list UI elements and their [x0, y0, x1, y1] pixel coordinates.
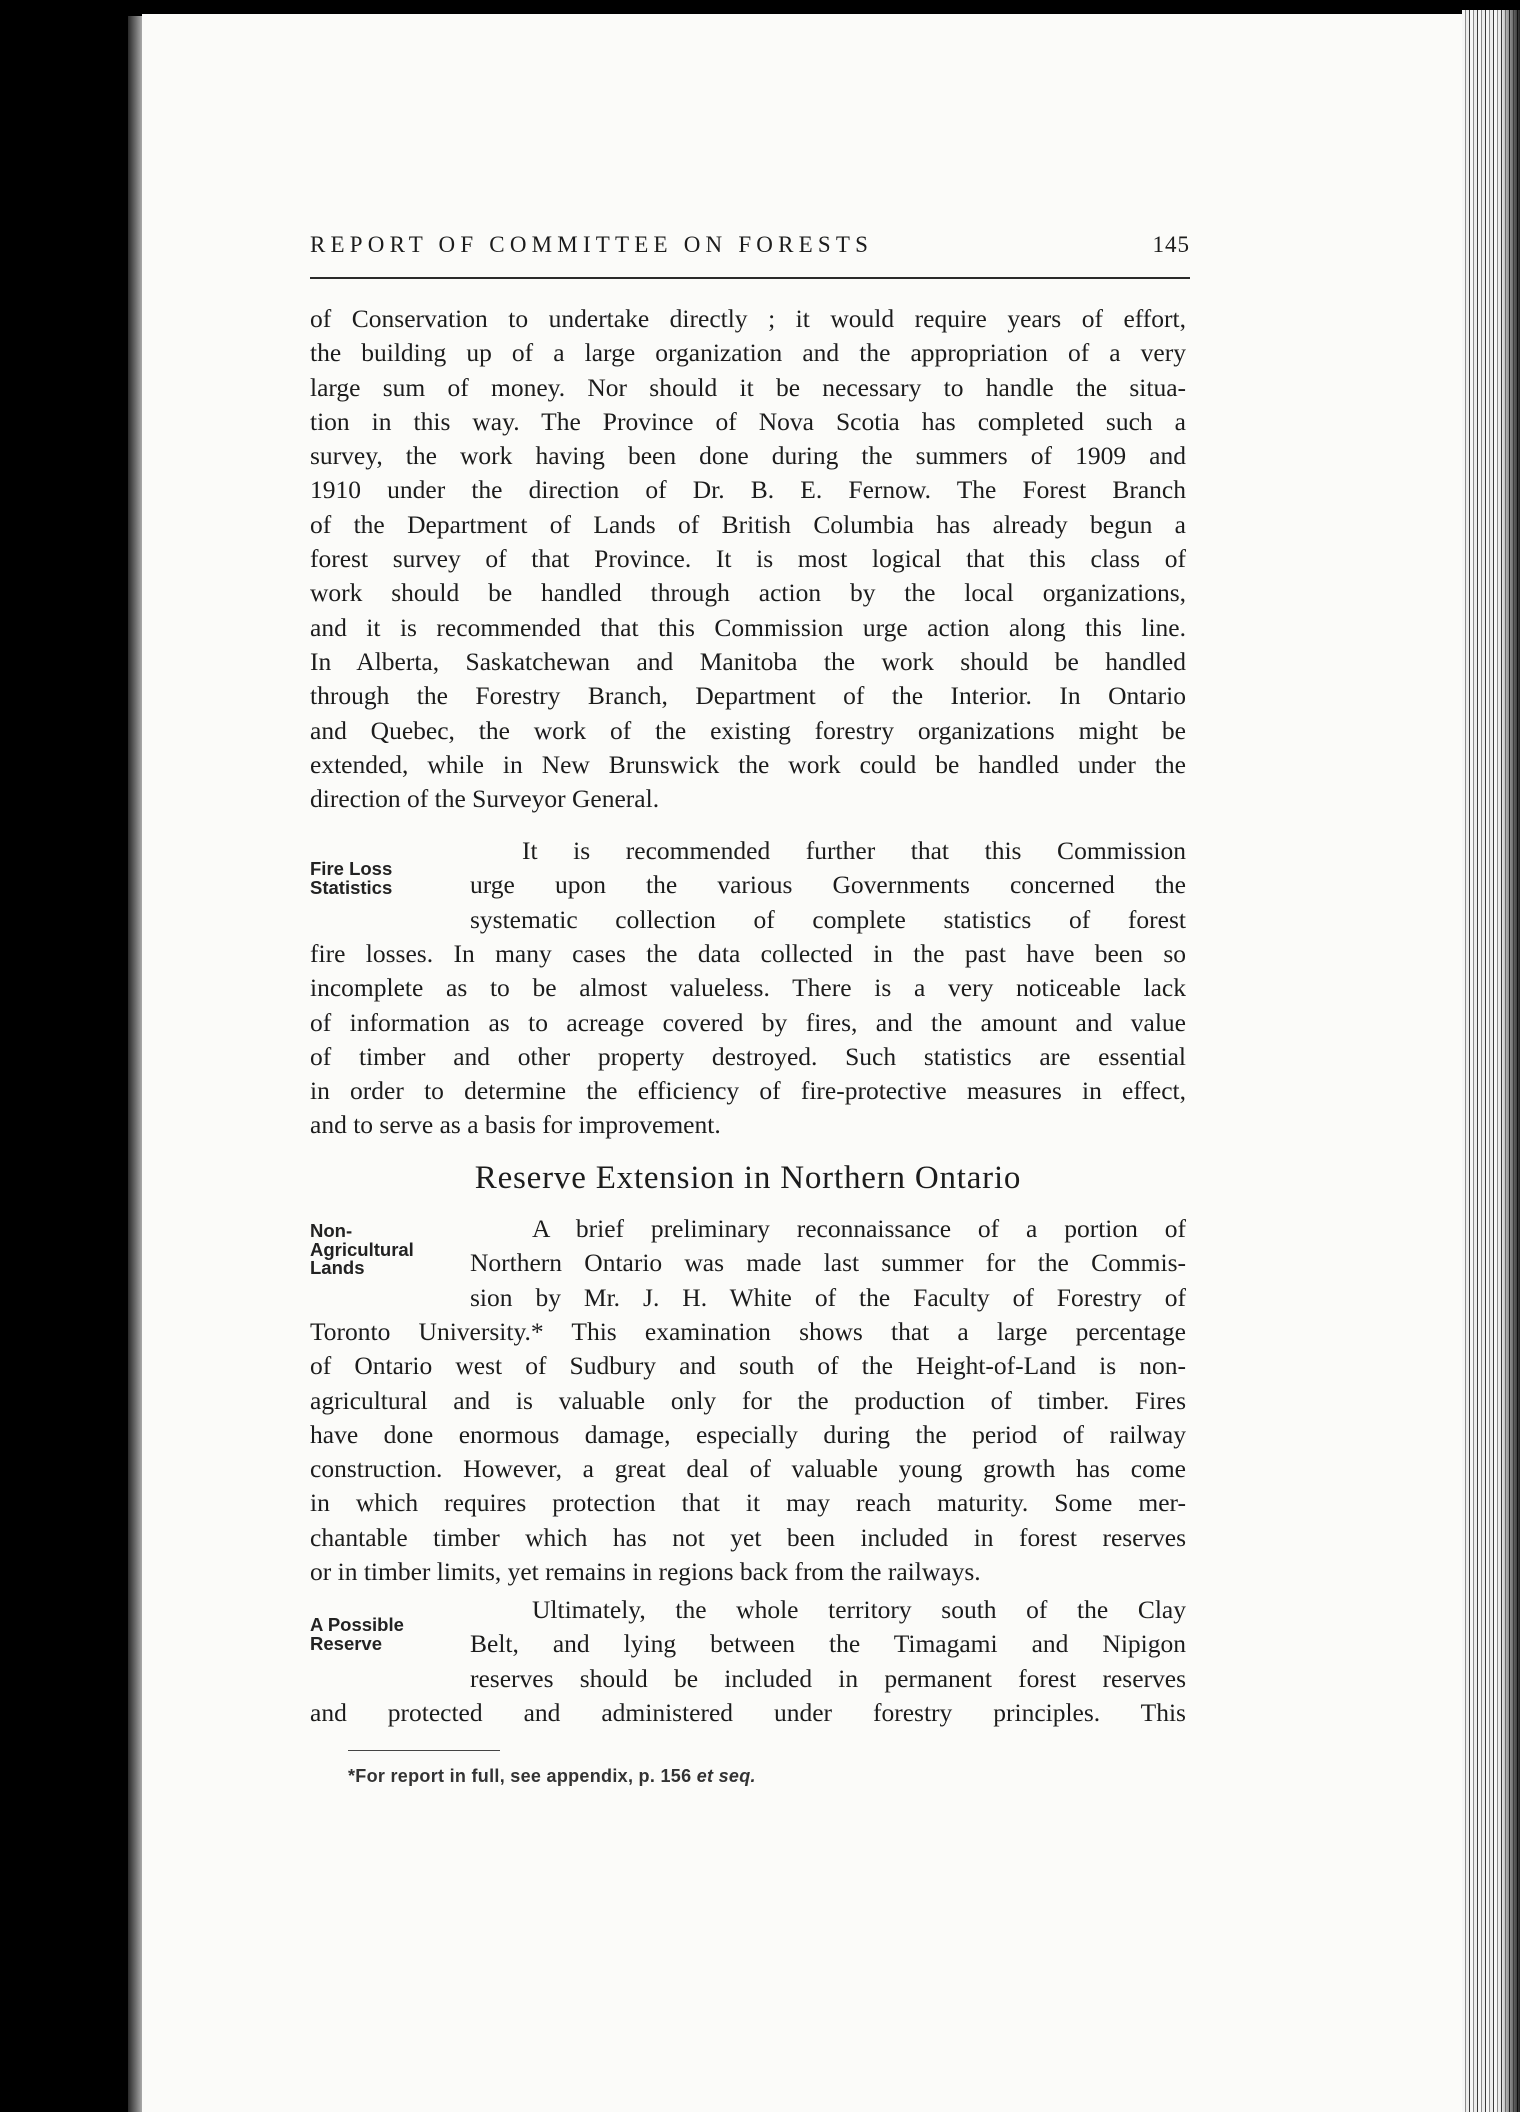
text-line: large sum of money. Nor should it be necessary to handle the situa- — [310, 372, 1186, 402]
paragraph-fire-loss — [310, 937, 1186, 1143]
text-line: It is recommended further that this Commission — [522, 836, 1186, 865]
text-line: of Ontario west of Sudbury and south of the Height-of-Land is non- — [310, 1351, 1186, 1381]
margin-heading-line: Agricultural — [310, 1238, 414, 1260]
margin-heading-possible-reserve — [310, 1616, 404, 1653]
text-line: agricultural and is valuable only for the production of timber. Fires — [310, 1385, 1186, 1415]
paragraph-northern-ontario-indented — [470, 1212, 1186, 1315]
text-line: have done enormous damage, especially during the period of railway — [310, 1419, 1186, 1449]
paragraph-possible-reserve — [310, 1696, 1186, 1730]
text-line: and it is recommended that this Commission urge action along this line. — [310, 612, 1186, 642]
text-line: 1910 under the direction of Dr. B. E. Fernow. The Forest Branch — [310, 475, 1186, 505]
running-head-title: REPORT OF COMMITTEE ON FORESTS — [310, 232, 874, 257]
margin-heading-fire-loss — [310, 860, 392, 897]
text-line: sion by Mr. J. H. White of the Faculty of Forestry of — [470, 1282, 1186, 1312]
paragraph-possible-reserve-indented — [470, 1593, 1186, 1696]
text-line: extended, while in New Brunswick the work could be handled under the — [310, 749, 1186, 779]
margin-heading-line: Statistics — [310, 876, 393, 898]
text-line: the building up of a large organization and the appropriation of a very — [310, 338, 1186, 368]
header-rule — [310, 277, 1190, 279]
margin-heading-line: Reserve — [310, 1632, 383, 1654]
text-line: and Quebec, the work of the existing forestry organizations might be — [310, 715, 1186, 745]
footnote-rule — [348, 1750, 500, 1751]
page-edge-shadow — [1500, 10, 1520, 2112]
text-line: and protected and administered under forestry principles. This — [310, 1698, 1186, 1727]
section-heading: Reserve Extension in Northern Ontario — [474, 1160, 1022, 1196]
running-head — [310, 232, 1190, 262]
margin-heading-line: Non- — [310, 1220, 353, 1241]
footnote-italic: et seq. — [696, 1766, 756, 1786]
text-line: fire losses. In many cases the data collected in the past have been so — [310, 939, 1186, 968]
text-line: and to serve as a basis for improvement. — [310, 1110, 721, 1140]
text-line: in which requires protection that it may reach maturity. Some mer- — [310, 1488, 1186, 1518]
paragraph-fire-loss-indented — [470, 834, 1186, 937]
text-line: tion in this way. The Province of Nova Scotia has completed such a — [310, 406, 1186, 436]
text-line: reserves should be included in permanent forest reserves — [470, 1663, 1186, 1693]
margin-heading-line: Fire Loss — [310, 858, 393, 879]
text-line: chantable timber which has not yet been included in forest reserves — [310, 1522, 1186, 1552]
text-line: systematic collection of complete statistics of forest — [470, 904, 1186, 934]
text-line: direction of the Surveyor General. — [310, 784, 660, 814]
margin-heading-line: Lands — [310, 1257, 365, 1278]
text-line: work should be handled through action by the local organizations, — [310, 578, 1186, 608]
text-line: Toronto University.* This examination shows that a large percentage — [310, 1317, 1186, 1346]
footnote-text: *For report in full, see appendix, p. 156 — [348, 1766, 697, 1786]
text-line: Ultimately, the whole territory south of the Clay — [532, 1595, 1186, 1624]
text-line: in order to determine the efficiency of fire-protective measures in effect, — [310, 1076, 1186, 1106]
text-line: of the Department of Lands of British Columbia has already begun a — [310, 509, 1186, 539]
text-line: urge upon the various Governments concerned the — [470, 870, 1186, 900]
text-line: construction. However, a great deal of valuable young growth has come — [310, 1454, 1186, 1484]
text-line: A brief preliminary reconnaissance of a portion of — [532, 1214, 1186, 1243]
text-line: of Conservation to undertake directly ; it would require years of effort, — [310, 304, 1186, 333]
margin-heading-non-agricultural — [310, 1222, 414, 1278]
text-line: forest survey of that Province. It is most logical that this class of — [310, 544, 1186, 574]
text-line: Belt, and lying between the Timagami and Nipigon — [470, 1629, 1186, 1659]
text-line: through the Forestry Branch, Department of the Interior. In Ontario — [310, 681, 1186, 711]
page-number: 145 — [1152, 232, 1190, 257]
text-line: or in timber limits, yet remains in regions back from the railways. — [310, 1557, 981, 1587]
text-line: incomplete as to be almost valueless. There is a very noticeable lack — [310, 973, 1186, 1003]
text-line: of timber and other property destroyed. Such statistics are essential — [310, 1041, 1186, 1071]
text-line: of information as to acreage covered by fires, and the amount and value — [310, 1007, 1186, 1037]
text-line: Northern Ontario was made last summer for the Commis- — [470, 1248, 1186, 1278]
text-line: In Alberta, Saskatchewan and Manitoba the work should be handled — [310, 646, 1186, 676]
text-line: survey, the work having been done during the summers of 1909 and — [310, 441, 1186, 471]
paragraph-northern-ontario — [310, 1315, 1186, 1589]
footnote — [348, 1766, 756, 1787]
margin-heading-line: A Possible — [310, 1614, 404, 1635]
paragraph-conservation-survey — [310, 302, 1186, 816]
